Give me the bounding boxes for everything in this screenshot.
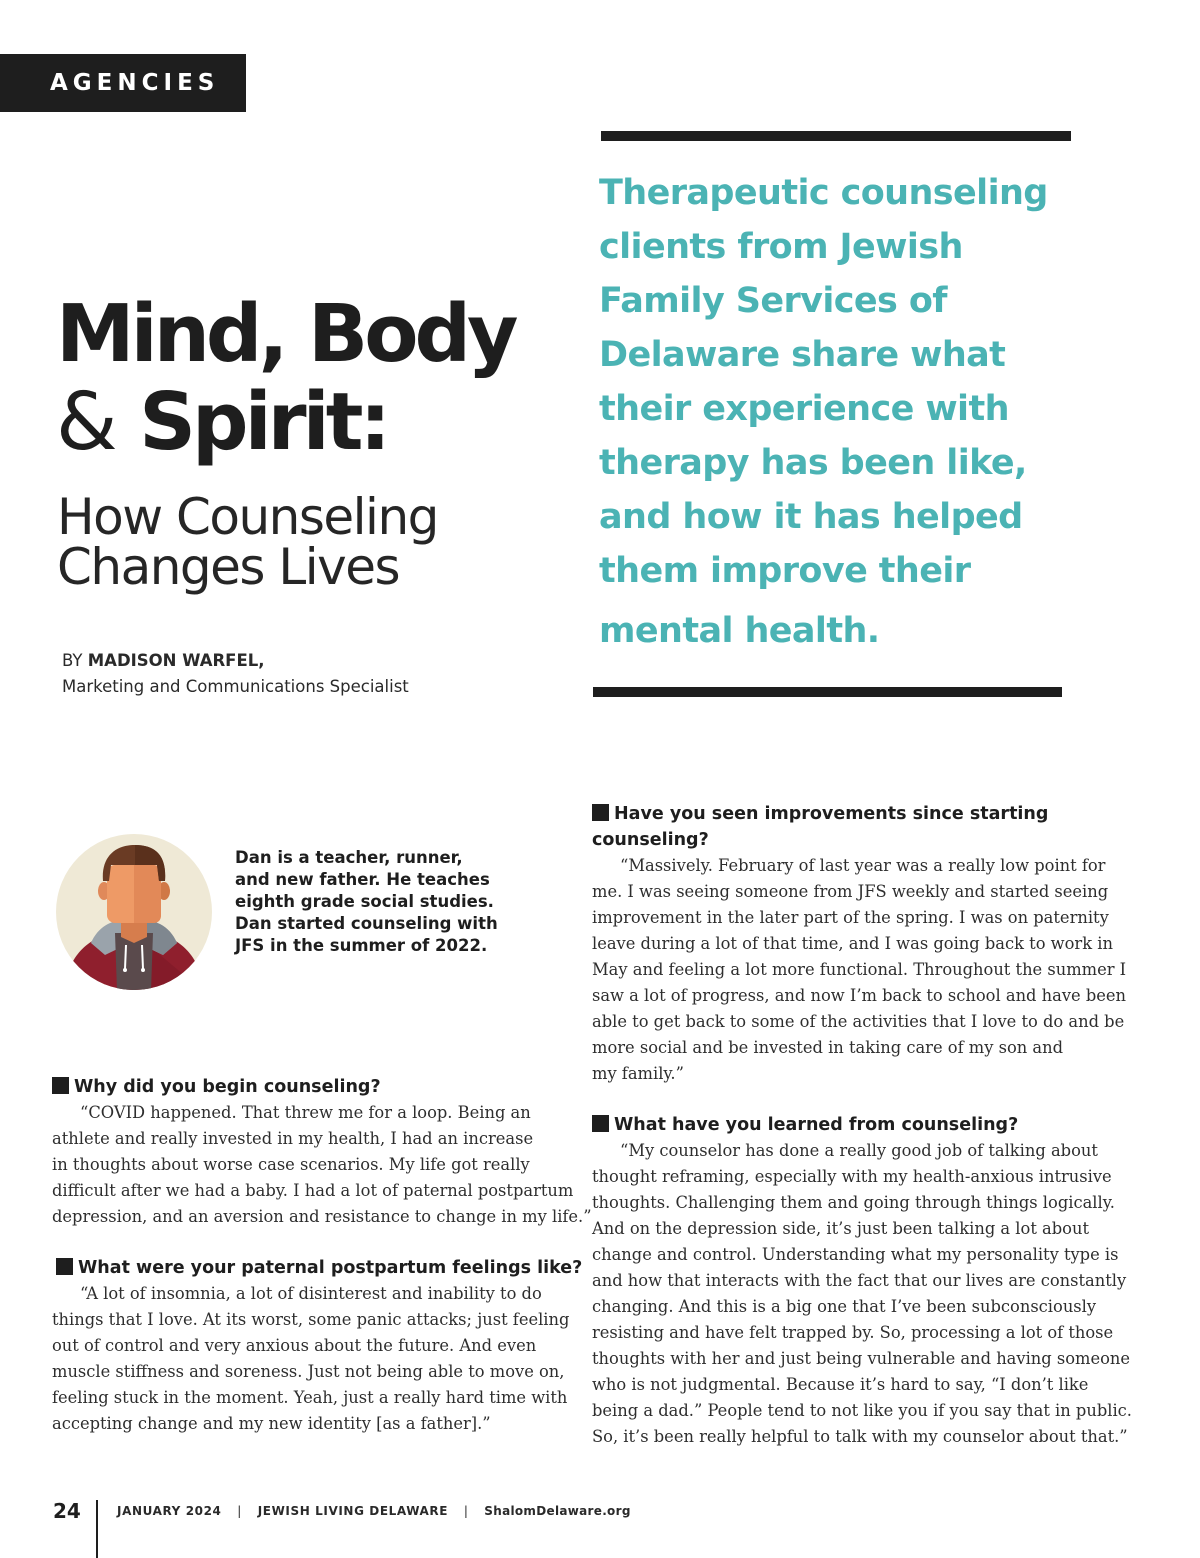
page-footer [0,1496,1200,1558]
qa-answer [592,853,1132,1087]
answer-line: saw a lot of progress, and now I’m back to school and have been [592,986,1127,1005]
answer-line: my family.” [592,1064,684,1083]
title-line-2 [56,378,596,466]
byline [62,648,502,700]
square-bullet-icon [592,1115,609,1132]
pullquote-line: mental health. [599,611,880,651]
pullquote-line: them improve their [599,551,971,591]
answer-line: things that I love. At its worst, some panic attacks; just feeling [52,1310,570,1329]
footer-issue: JANUARY 2024 [117,1504,222,1518]
qa-question-line [592,801,1132,827]
pullquote-line: Therapeutic counseling [599,173,1048,213]
answer-line: accepting change and my new identity [as a father].” [52,1414,491,1433]
profile-line: and new father. He teaches [235,870,490,889]
title-spirit: Spirit: [139,376,388,468]
pullquote-bottom-rule [593,687,1062,697]
answer-line: able to get back to some of the activities that I love to do and be [592,1012,1125,1031]
qa-block [52,1074,592,1230]
answer-line: out of control and very anxious about the future. And even [52,1336,537,1355]
pullquote-line: Delaware share what [599,335,1006,375]
title-ampersand: & [56,376,116,468]
qa-answer [592,1138,1132,1450]
answer-line: thoughts with her and just being vulnerable and having someone [592,1349,1131,1368]
footer-separator: | [463,1504,469,1518]
pullquote-line: Family Services of [599,281,947,321]
pullquote-top-rule [601,131,1071,141]
title-line-1: Mind, Body [56,288,515,380]
pullquote [599,166,1069,658]
answer-line: So, it’s been really helpful to talk with my counselor about that.” [592,1427,1128,1446]
qa-question-line [52,1074,572,1100]
qa-question [56,1255,583,1281]
profile-line: Dan is a teacher, runner, [235,848,463,867]
byline-prefix: BY [62,651,83,670]
answer-line: improvement in the later part of the spring. I was on paternity [592,908,1109,927]
answer-line: depression, and an aversion and resistance to change in my life.” [52,1207,592,1226]
answer-line: muscle stiffness and soreness. Just not being able to move on, [52,1362,565,1381]
qa-answer [52,1281,576,1437]
profile-caption [235,847,525,957]
person-avatar-icon [55,833,213,991]
qa-question-line [56,1255,583,1281]
qa-block [592,1112,1132,1450]
qa-question-text: Have you seen improvements since starting [614,804,1049,824]
answer-line: athlete and really invested in my health, I had an increase [52,1129,534,1148]
pullquote-line: clients from Jewish [599,227,963,267]
footer-separator: | [237,1504,242,1518]
square-bullet-icon [52,1077,69,1094]
qa-question-text: What have you learned from counseling? [614,1115,1019,1135]
qa-answer [52,1100,592,1230]
subtitle-line-2: Changes Lives [57,538,400,596]
answer-line: difficult after we had a baby. I had a lot of paternal postpartum [52,1181,574,1200]
answer-line: who is not judgmental. Because it’s hard to say, “I don’t like [592,1375,1089,1394]
article-title [56,290,596,466]
byline-author: MADISON WARFEL, [87,651,265,670]
footer-website-link[interactable]: ShalomDelaware.org [484,1504,631,1518]
qa-block [52,1255,583,1437]
answer-line: feeling stuck in the moment. Yeah, just a really hard time with [52,1388,568,1407]
footer-publication: JEWISH LIVING DELAWARE [257,1504,449,1518]
profile-line: JFS in the summer of 2022. [235,936,488,955]
answer-line: change and control. Understanding what my personality type is [592,1245,1119,1264]
qa-block [592,801,1132,1087]
pullquote-line: and how it has helped [599,497,1023,537]
answer-line: thought reframing, especially with my health-anxious intrusive [592,1167,1112,1186]
subtitle-line-1: How Counseling [57,488,438,546]
qa-question-line: counseling? [592,830,709,850]
answer-line: being a dad.” People tend to not like you if you say that in public. [592,1401,1132,1420]
answer-line: “Massively. February of last year was a really low point for [620,856,1106,875]
answer-line: and how that interacts with the fact that our lives are constantly [592,1271,1127,1290]
answer-line: me. I was seeing someone from JFS weekly and started seeing [592,882,1109,901]
profile-line: Dan started counseling with [235,914,498,933]
qa-question [592,1112,1132,1138]
section-tag: AGENCIES [0,54,246,112]
answer-line: May and feeling a lot more functional. Throughout the summer I [592,960,1127,979]
answer-line: “A lot of insomnia, a lot of disinterest and inability to do [80,1284,542,1303]
footer-meta [117,1504,631,1518]
answer-line: resisting and have felt trapped by. So, processing a lot of those [592,1323,1114,1342]
answer-line: “My counselor has done a really good job of talking about [620,1141,1098,1160]
qa-question [592,801,1132,853]
qa-question-text: Why did you begin counseling? [74,1077,381,1097]
qa-question-line [592,1112,1132,1138]
profile-line: eighth grade social studies. [235,892,494,911]
answer-line: thoughts. Challenging them and going through things logically. [592,1193,1115,1212]
page-number: 24 [53,1499,81,1523]
article-subtitle [57,488,577,596]
answer-line: And on the depression side, it’s just been talking a lot about [592,1219,1089,1238]
square-bullet-icon [56,1258,73,1275]
byline-role: Marketing and Communications Specialist [62,677,409,696]
answer-line: “COVID happened. That threw me for a loop. Being an [80,1103,531,1122]
answer-line: leave during a lot of that time, and I was going back to work in [592,934,1113,953]
qa-question [52,1074,572,1100]
pullquote-line: therapy has been like, [599,443,1027,483]
square-bullet-icon [592,804,609,821]
pullquote-line: their experience with [599,389,1009,429]
answer-line: in thoughts about worse case scenarios. My life got really [52,1155,530,1174]
footer-divider [96,1500,98,1558]
answer-line: changing. And this is a big one that I’ve been subconsciously [592,1297,1097,1316]
answer-line: more social and be invested in taking care of my son and [592,1038,1064,1057]
qa-question-text: What were your paternal postpartum feelings like? [78,1258,583,1278]
